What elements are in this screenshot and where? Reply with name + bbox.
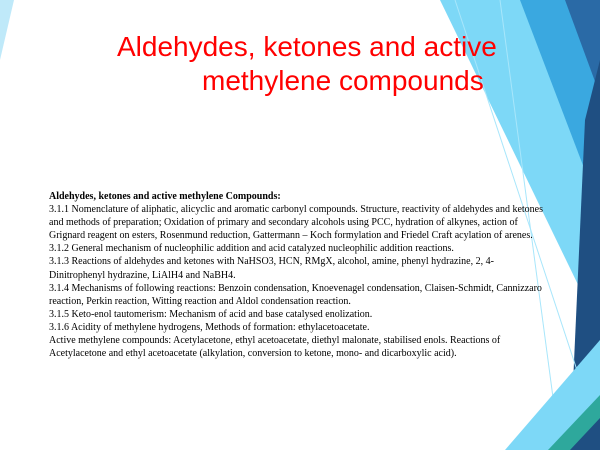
body-paragraph-3-1-4: 3.1.4 Mechanisms of following reactions: Benzoin condensation, Knoevenagel condensation, Claisen-Schmidt, Cannizzaro reaction, Perkin reaction, Witting reaction and Aldol condensation reaction. [49, 282, 542, 307]
slide-title [0, 30, 600, 98]
title-line-1: Aldehydes, ketones and active [117, 31, 497, 62]
body-paragraph-3-1-5: 3.1.5 Keto-enol tautomerism: Mechanism of acid and base catalysed enolization. [49, 308, 373, 320]
body-paragraph-3-1-1: 3.1.1 Nomenclature of aliphatic, alicyclic and aromatic carbonyl compounds. Structure, reactivity of aldehydes and ketones and methods of preparation; Oxidation of primary and secondary alcohols using PCC, hydration of alkynes, action of Grignard reagent on esters, Rosenmund reduction, Gattermann – Koch formylation and Friedel Craft acylation of arenes. [49, 204, 543, 242]
body-paragraph-3-1-3: 3.1.3 Reactions of aldehydes and ketones with NaHSO3, HCN, RMgX, alcohol, amine, phenyl hydrazine, 2, 4-Dinitrophenyl hydrazine, LiAlH4 and NaBH4. [49, 256, 494, 281]
body-paragraph-active-methylene: Active methylene compounds: Acetylacetone, ethyl acetoacetate, diethyl malonate, stabilised enols. Reactions of Acetylacetone and ethyl acetoacetate (alkylation, conversion to ketone, mono- and dicarboxylic acid). [49, 335, 501, 360]
body-heading: Aldehydes, ketones and active methylene Compounds: [49, 191, 281, 202]
slide-body [49, 190, 549, 360]
title-line-2: methylene compounds [202, 65, 484, 96]
body-paragraph-3-1-2: 3.1.2 General mechanism of nucleophilic addition and acid catalyzed nucleophilic addition reactions. [49, 243, 454, 255]
body-paragraph-3-1-6: 3.1.6 Acidity of methylene hydrogens, Methods of formation: ethylacetoacetate. [49, 321, 370, 333]
